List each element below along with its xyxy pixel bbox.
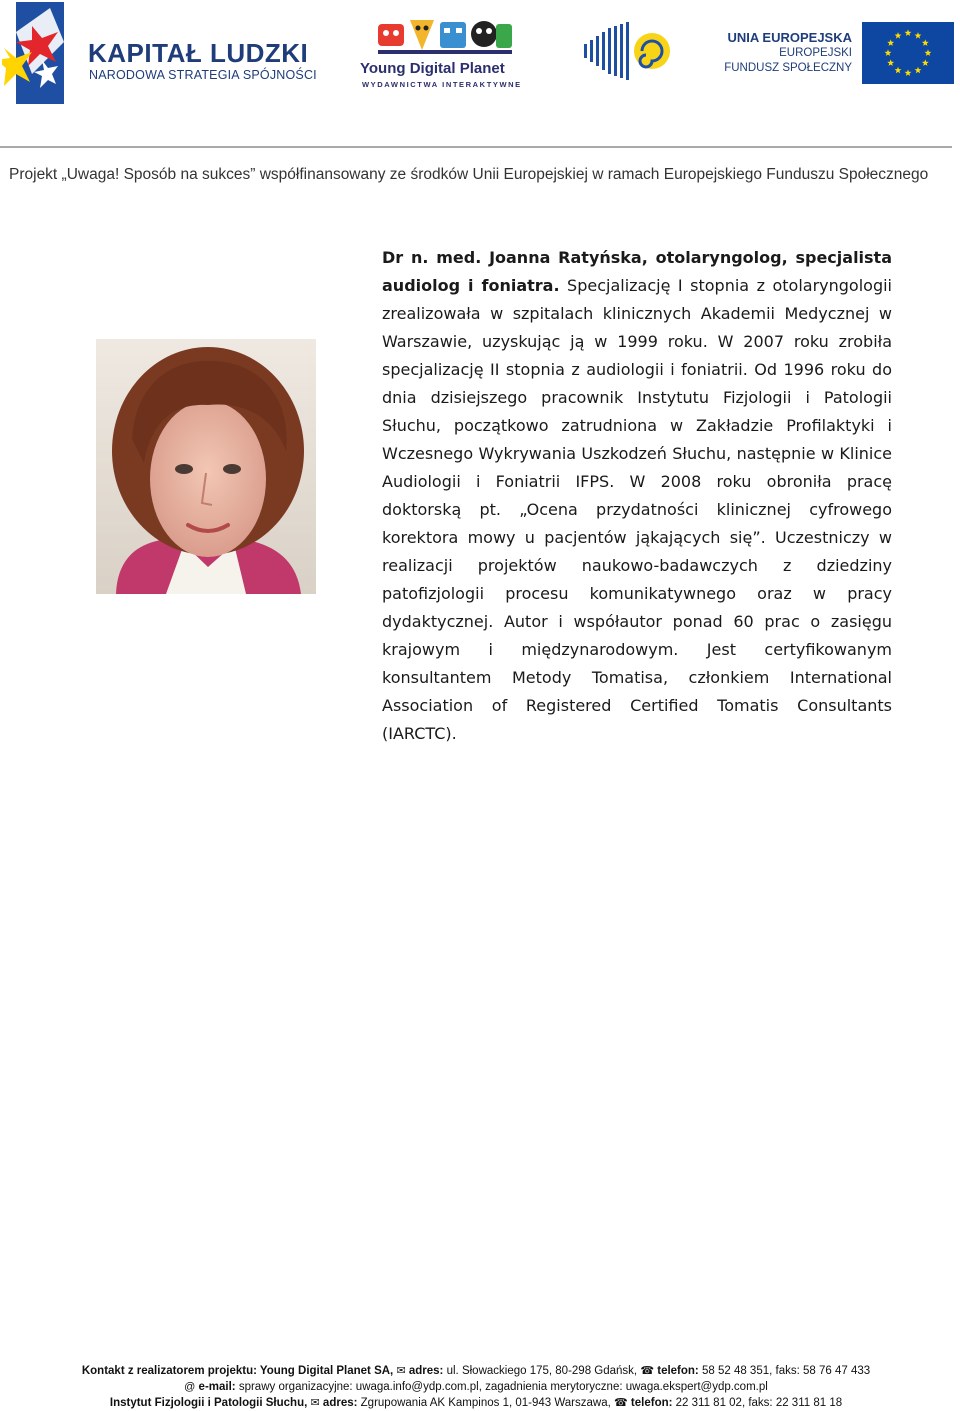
ue-line-2: EUROPEJSKI — [779, 47, 852, 59]
footer-line-2 — [0, 1379, 952, 1395]
footer-address: ul. Słowackiego 175, 80-298 Gdańsk, — [446, 1365, 638, 1377]
ue-line-1: UNIA EUROPEJSKA — [727, 30, 852, 45]
kapital-ludzki-title: KAPITAŁ LUDZKI — [88, 38, 309, 68]
phone-icon: ☎ — [640, 1365, 655, 1377]
envelope-icon: ✉ — [310, 1397, 320, 1409]
footer-institute-address: Zgrupowania AK Kampinos 1, 01-943 Warszawa, — [360, 1397, 611, 1409]
phone-icon: ☎ — [614, 1397, 628, 1409]
header-divider — [0, 146, 952, 148]
envelope-icon: ✉ — [396, 1365, 406, 1377]
ydp-name: Young Digital Planet — [360, 60, 505, 77]
young-digital-planet-logo — [358, 14, 532, 92]
ifps-logo-icon — [582, 18, 672, 84]
kapital-ludzki-star-icon — [2, 2, 66, 104]
footer-contact — [0, 1363, 952, 1411]
footer-line-1 — [0, 1363, 952, 1379]
footer-contact-label: Kontakt z realizatorem projektu: Young Digital Planet SA, — [81, 1365, 394, 1377]
kapital-ludzki-subtitle: NARODOWA STRATEGIA SPÓJNOŚCI — [89, 68, 317, 82]
footer-email-label: e-mail: — [198, 1381, 236, 1393]
eu-flag-icon — [862, 22, 954, 84]
footer-email[interactable]: sprawy organizacyjne: uwaga.info@ydp.com.pl, zagadnienia merytoryczne: uwaga.ekspert@ydp.com.pl — [238, 1381, 768, 1393]
ydp-figures-icon — [374, 14, 514, 60]
footer-address-label: adres: — [408, 1365, 444, 1377]
footer-line-3 — [0, 1395, 952, 1411]
footer-phone-label: telefon: — [657, 1365, 699, 1377]
ydp-subtitle: WYDAWNICTWA INTERAKTYWNE — [362, 80, 522, 89]
footer-institute-phone-label: telefon: — [630, 1397, 673, 1409]
bio-name-title: Dr n. med. Joanna Ratyńska, otolaryngolog, specjalista audiolog i foniatra. — [382, 248, 892, 295]
footer-institute-phone: 22 311 81 02, faks: 22 311 81 18 — [675, 1397, 843, 1409]
at-icon: @ — [184, 1381, 196, 1393]
kapital-ludzki-logo — [2, 2, 317, 104]
ue-line-3: FUNDUSZ SPOŁECZNY — [724, 62, 852, 74]
portrait-photo — [96, 339, 316, 594]
footer-phone: 58 52 48 351, faks: 58 76 47 433 — [701, 1365, 871, 1377]
eu-efs-logo — [724, 22, 956, 86]
footer-institute-address-label: adres: — [322, 1397, 358, 1409]
project-cofinancing-line: Projekt „Uwaga! Sposób na sukces” współfinansowany ze środków Unii Europejskiej w ramach Europejskiego Funduszu Społecznego — [9, 166, 929, 183]
footer-institute-label: Instytut Fizjologii i Patologii Słuchu, — [109, 1397, 308, 1409]
biography-paragraph — [382, 244, 892, 748]
bio-text: Specjalizację I stopnia z otolaryngologii zrealizowała w szpitalach klinicznych Akademii Medycznej w Warszawie, uzyskując ją w 1999 roku. W 2007 roku zrobiła specjalizację II stopnia z audiologii i foniatrii. Od 1996 roku do dnia dzisiejszego pracownik Instytutu Fizjologii i Patologii Słuchu, początkowo zatrudniona w Zakładzie Profilaktyki i Wczesnego Wykrywania Uszkodzeń Słuchu, następnie w Klinice Audiologii i Foniatrii IFPS. W 2008 roku obroniła pracę doktorską pt. „Ocena przydatności klinicznej cyfrowego korektora mowy u pacjentów jąkających się”. Uczestniczy w realizacji projektów naukowo-badawczych z dziedziny patofizjologii procesu komunikatywnego oraz w pracy dydaktycznej. Autor i współautor ponad 60 prac o zasięgu krajowym i międzynarodowym. Jest certyfikowanym konsultantem Metody Tomatisa, członkiem International Association of Registered Certified Tomatis Consultants (IARCTC). — [382, 276, 893, 743]
